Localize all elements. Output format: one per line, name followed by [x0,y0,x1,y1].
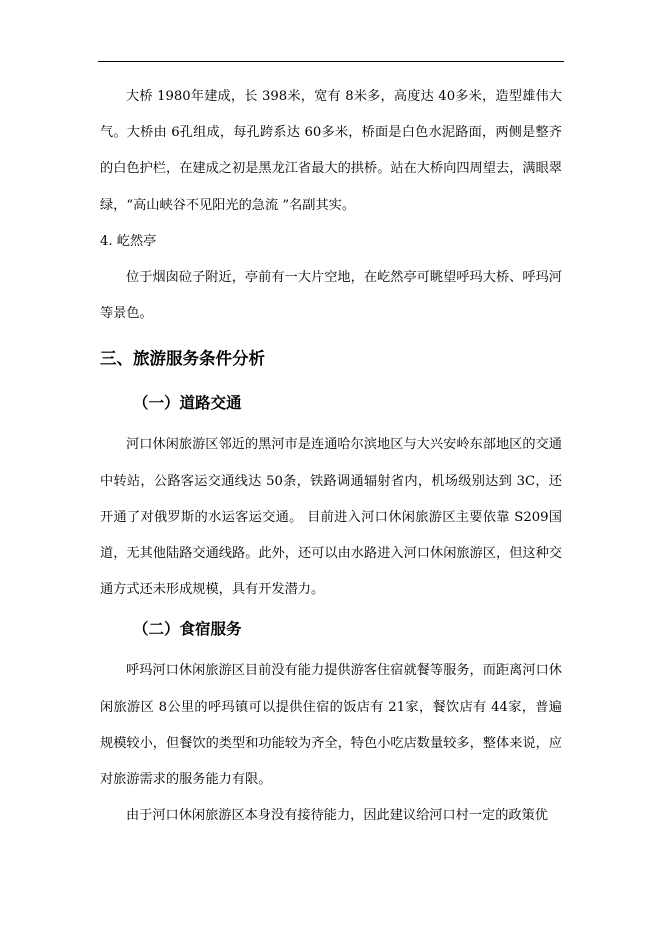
document-body [100,79,562,834]
header-rule [98,61,564,62]
paragraph-bridge-description: 大桥 1980年建成，长 398米，宽有 8米多，高度达 40多米，造型雄伟大气。大桥由 6孔组成，每孔跨系达 60多米，桥面是白色水泥路面，两侧是整齐的白色护栏，在建成之初是黑龙江省最大的拱桥。站在大桥向四周望去，满眼翠绿，“高山峡谷不见阳光的急流 ”名副其实。 [100,89,562,213]
paragraph-road-transport: 河口休闲旅游区邻近的黑河市是连通哈尔滨地区与大兴安岭东部地区的交通中转站，公路客运交通线达 50条，铁路调通辐射省内，机场级别达到 3C，还开通了对俄罗斯的水运客运交通。 目前进入河口休闲旅游区主要依靠 S209国道，无其他陆路交通线路。此外，还可以由水路进入河口休闲旅游区，但这种交通方式还未形成规模，具有开发潜力。 [100,437,562,598]
paragraph-accommodation: 呼玛河口休闲旅游区目前没有能力提供游客住宿就餐等服务，而距离河口休闲旅游区 8公里的呼玛镇可以提供住宿的饭店有 21家，餐饮店有 44家，普遍规模较小，但餐饮的类型和功能较为齐全，特色小吃店数量较多，整体来说，应对旅游需求的服务能力有限。 [100,663,562,788]
paragraph-yiran-pavilion: 位于烟囱砬子附近，亭前有一大片空地，在屹然亭可眺望呼玛大桥、呼玛河等景色。 [100,270,562,322]
paragraph-policy: 由于河口休闲旅游区本身没有接待能力，因此建议给河口村一定的政策优 [126,808,548,824]
section-3-heading: 三、旅游服务条件分析 [100,349,265,369]
subsection-accommodation-heading: （二）食宿服务 [133,620,242,639]
subsection-road-transport-heading: （一）道路交通 [133,394,242,413]
item-4-heading: 4. 屹然亭 [100,233,157,249]
